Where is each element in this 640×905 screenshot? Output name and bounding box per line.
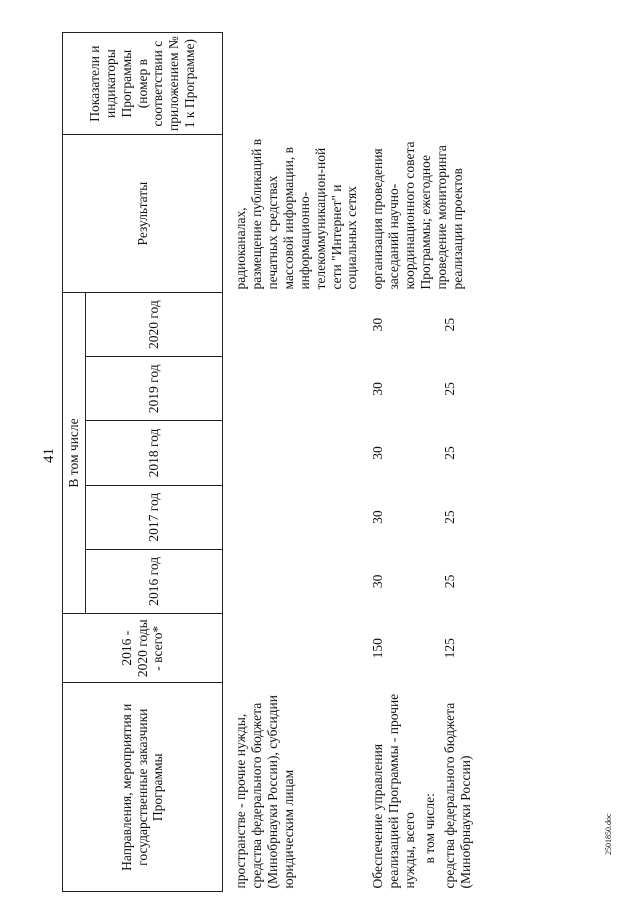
page-number: 41 [41,448,57,463]
row-direction-text: средства федерального бюджета (Минобрнауки России) [442,702,473,889]
header-year-2020: 2020 год [86,293,223,357]
header-directions: Направления, мероприятия и государственные заказчики Программы [63,683,223,892]
value-2018: 30 [370,446,386,460]
header-including: В том числе [63,293,86,614]
value-2018: 25 [442,446,458,460]
header-results: Результаты [63,135,223,293]
table-header [63,33,223,892]
value-2016: 25 [442,574,458,589]
header-indicators: Показатели и индикаторы Программы (номер в соответствии с приложением № 1 к Программе) [63,33,223,135]
rotated-table-container [62,32,602,892]
table-row [370,33,418,892]
value-2017: 30 [370,510,386,524]
header-year-2018: 2018 год [86,421,223,485]
row-direction-text: в том числе: [422,793,438,864]
value-2019: 30 [370,382,386,396]
row-direction-text: Обеспечение управления реализацией Программы - прочие нужды, всего [370,693,418,889]
table-body [223,33,474,892]
header-total: 2016 - 2020 годы - всего* [63,613,223,683]
value-2017: 25 [442,510,458,524]
value-total: 125 [442,638,458,659]
header-year-2016: 2016 год [86,549,223,613]
value-2019: 25 [442,382,458,396]
value-2020: 30 [370,317,386,332]
row-direction-text: пространстве - прочие нужды, средства федерального бюджета (Минобрнауки России), субсидии юридическим лицам [233,695,296,889]
program-table [62,32,474,892]
row-result-text: радиоканалах, размещение публикаций в печатных средствах массовой информации, в информационно-телекоммуникацион-ной сети "Интернет" и социальных сетях [233,138,360,290]
header-year-2019: 2019 год [86,357,223,421]
value-2020: 25 [442,317,458,332]
row-result-text: организация проведения заседаний научно-координационного совета Программы; ежегодное проведение мониторинга реализации проектов [370,141,465,290]
value-total: 150 [370,638,386,659]
header-year-2017: 2017 год [86,485,223,549]
value-2016: 30 [370,574,386,589]
document-code: 2501850.doc [604,813,613,855]
table-row [233,33,360,892]
